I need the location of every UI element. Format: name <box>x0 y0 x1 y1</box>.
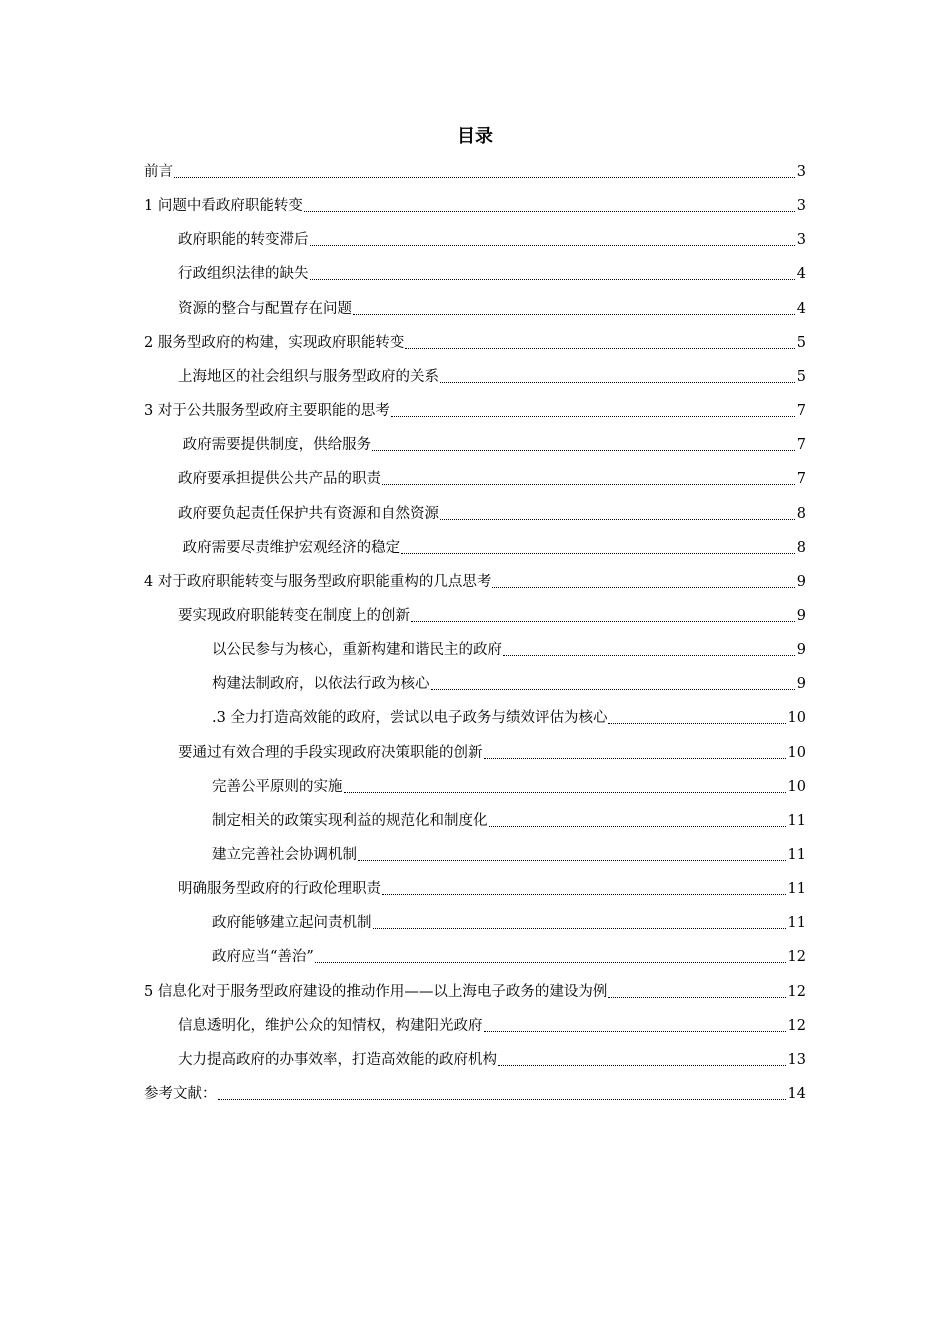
toc-entry[interactable] <box>178 1012 806 1036</box>
toc-page-number: 11 <box>787 847 806 863</box>
toc-dot-leader <box>310 279 795 280</box>
toc-entry[interactable] <box>178 295 806 319</box>
toc-dot-leader <box>440 382 795 383</box>
toc-dot-leader <box>608 997 785 998</box>
toc-entry[interactable] <box>212 909 806 933</box>
toc-page-number: 10 <box>787 779 806 795</box>
toc-dot-leader <box>608 723 785 724</box>
toc-entry-label: 5 信息化对于服务型政府建设的推动作用——以上海电子政务的建设为例 <box>144 984 608 1000</box>
toc-entry[interactable] <box>212 636 806 660</box>
toc-entry[interactable] <box>178 363 806 387</box>
toc-page-number: 11 <box>787 813 806 829</box>
toc-entry-label: 政府需要尽责维护宏观经济的稳定 <box>178 540 401 556</box>
toc-entry-label: 要通过有效合理的手段实现政府决策职能的创新 <box>178 745 483 761</box>
toc-entry[interactable] <box>178 602 806 626</box>
toc-entry[interactable] <box>178 500 806 524</box>
toc-dot-leader <box>484 758 786 759</box>
toc-page-number: 9 <box>796 574 806 590</box>
toc-entry[interactable] <box>212 943 806 967</box>
toc-page-number: 4 <box>796 301 806 317</box>
toc-entry-label: 建立完善社会协调机制 <box>212 847 357 863</box>
toc-page-number: 13 <box>787 1052 806 1068</box>
toc-page-number: 12 <box>787 984 806 1000</box>
toc-entry-label: 政府要负起责任保护共有资源和自然资源 <box>178 506 439 522</box>
toc-entry-label: 4 对于政府职能转变与服务型政府职能重构的几点思考 <box>144 574 492 590</box>
toc-entry-label: 大力提高政府的办事效率，打造高效能的政府机构 <box>178 1052 497 1068</box>
toc-dot-leader <box>174 177 795 178</box>
toc-dot-leader <box>492 587 794 588</box>
toc-entry-label: 以公民参与为核心，重新构建和谐民主的政府 <box>212 642 502 658</box>
toc-dot-leader <box>310 245 795 246</box>
toc-entry[interactable] <box>212 807 806 831</box>
toc-dot-leader <box>353 314 795 315</box>
toc-page-number: 11 <box>787 915 806 931</box>
toc-entry-label: .3 全力打造高效能的政府，尝试以电子政务与绩效评估为核心 <box>212 710 608 726</box>
toc-title: 目录 <box>457 126 493 147</box>
toc-dot-leader <box>391 416 795 417</box>
toc-entry[interactable] <box>212 670 806 694</box>
toc-entry-label: 行政组织法律的缺失 <box>178 266 309 282</box>
toc-page-number: 3 <box>796 198 806 214</box>
toc-entry[interactable] <box>144 192 806 216</box>
toc-entry-label: 政府需要提供制度，供给服务 <box>178 437 372 453</box>
toc-page-number: 5 <box>796 369 806 385</box>
toc-page-number: 9 <box>796 608 806 624</box>
toc-page-number: 12 <box>787 949 806 965</box>
toc-dot-leader <box>382 894 786 895</box>
toc-page-number: 8 <box>796 506 806 522</box>
toc-entry-label: 构建法制政府，以依法行政为核心 <box>212 676 430 692</box>
toc-entry[interactable] <box>178 431 806 455</box>
toc-page-number: 8 <box>796 540 806 556</box>
toc-entry[interactable] <box>144 568 806 592</box>
toc-entry-label: 前言 <box>144 164 173 180</box>
toc-dot-leader <box>498 1065 786 1066</box>
toc-entry[interactable] <box>178 465 806 489</box>
toc-entry-label: 政府要承担提供公共产品的职责 <box>178 471 381 487</box>
toc-page-number: 11 <box>787 881 806 897</box>
toc-page-number: 9 <box>796 676 806 692</box>
toc-dot-leader <box>440 519 795 520</box>
toc-dot-leader <box>358 860 786 861</box>
toc-entry[interactable] <box>212 773 806 797</box>
toc-dot-leader <box>382 484 795 485</box>
toc-dot-leader <box>401 553 795 554</box>
toc-entry-label: 政府职能的转变滞后 <box>178 232 309 248</box>
toc-entry-label: 2 服务型政府的构建，实现政府职能转变 <box>144 335 405 351</box>
toc-entry[interactable] <box>178 875 806 899</box>
toc-entry-label: 资源的整合与配置存在问题 <box>178 301 352 317</box>
toc-page-number: 7 <box>796 403 806 419</box>
toc-dot-leader <box>372 450 795 451</box>
toc-page-number: 14 <box>787 1086 806 1102</box>
toc-page-number: 7 <box>796 471 806 487</box>
toc-dot-leader <box>484 1031 786 1032</box>
toc-entry-label: 上海地区的社会组织与服务型政府的关系 <box>178 369 439 385</box>
toc-entry-label: 制定相关的政策实现利益的规范化和制度化 <box>212 813 488 829</box>
toc-page-number: 12 <box>787 1018 806 1034</box>
toc-page-number: 7 <box>796 437 806 453</box>
toc-dot-leader <box>489 826 786 827</box>
toc-entry-label: 政府能够建立起问责机制 <box>212 915 372 931</box>
toc-page-number: 3 <box>796 232 806 248</box>
toc-entry-label: 完善公平原则的实施 <box>212 779 343 795</box>
toc-entry[interactable] <box>144 158 806 182</box>
toc-dot-leader <box>218 1099 786 1100</box>
toc-entry[interactable] <box>144 1080 806 1104</box>
toc-entry[interactable] <box>212 841 806 865</box>
toc-dot-leader <box>405 348 794 349</box>
toc-entry[interactable] <box>144 329 806 353</box>
toc-page-number: 5 <box>796 335 806 351</box>
toc-page-number: 4 <box>796 266 806 282</box>
toc-dot-leader <box>315 962 786 963</box>
toc-dot-leader <box>503 655 795 656</box>
toc-entry-label: 要实现政府职能转变在制度上的创新 <box>178 608 410 624</box>
toc-page-number: 3 <box>796 164 806 180</box>
toc-entry[interactable] <box>178 1046 806 1070</box>
toc-dot-leader <box>344 792 786 793</box>
toc-entry[interactable] <box>144 397 806 421</box>
toc-entry-label: 政府应当“善治” <box>212 949 314 965</box>
toc-entry-label: 明确服务型政府的行政伦理职责 <box>178 881 381 897</box>
toc-page-number: 10 <box>787 710 806 726</box>
toc-entry[interactable] <box>178 739 806 763</box>
toc-dot-leader <box>304 211 795 212</box>
toc-page-number: 10 <box>787 745 806 761</box>
toc-entry-label: 信息透明化，维护公众的知情权，构建阳光政府 <box>178 1018 483 1034</box>
toc-entry[interactable] <box>178 534 806 558</box>
toc-entry[interactable] <box>212 704 806 728</box>
toc-entry-label: 3 对于公共服务型政府主要职能的思考 <box>144 403 390 419</box>
toc-entry-label: 1 问题中看政府职能转变 <box>144 198 303 214</box>
toc-entry[interactable] <box>144 978 806 1002</box>
toc-dot-leader <box>411 621 795 622</box>
toc-entry-label: 参考文献： <box>144 1086 217 1102</box>
toc-page-number: 9 <box>796 642 806 658</box>
toc-dot-leader <box>373 928 786 929</box>
toc-dot-leader <box>431 689 795 690</box>
toc-entry[interactable] <box>178 260 806 284</box>
toc-entry[interactable] <box>178 226 806 250</box>
